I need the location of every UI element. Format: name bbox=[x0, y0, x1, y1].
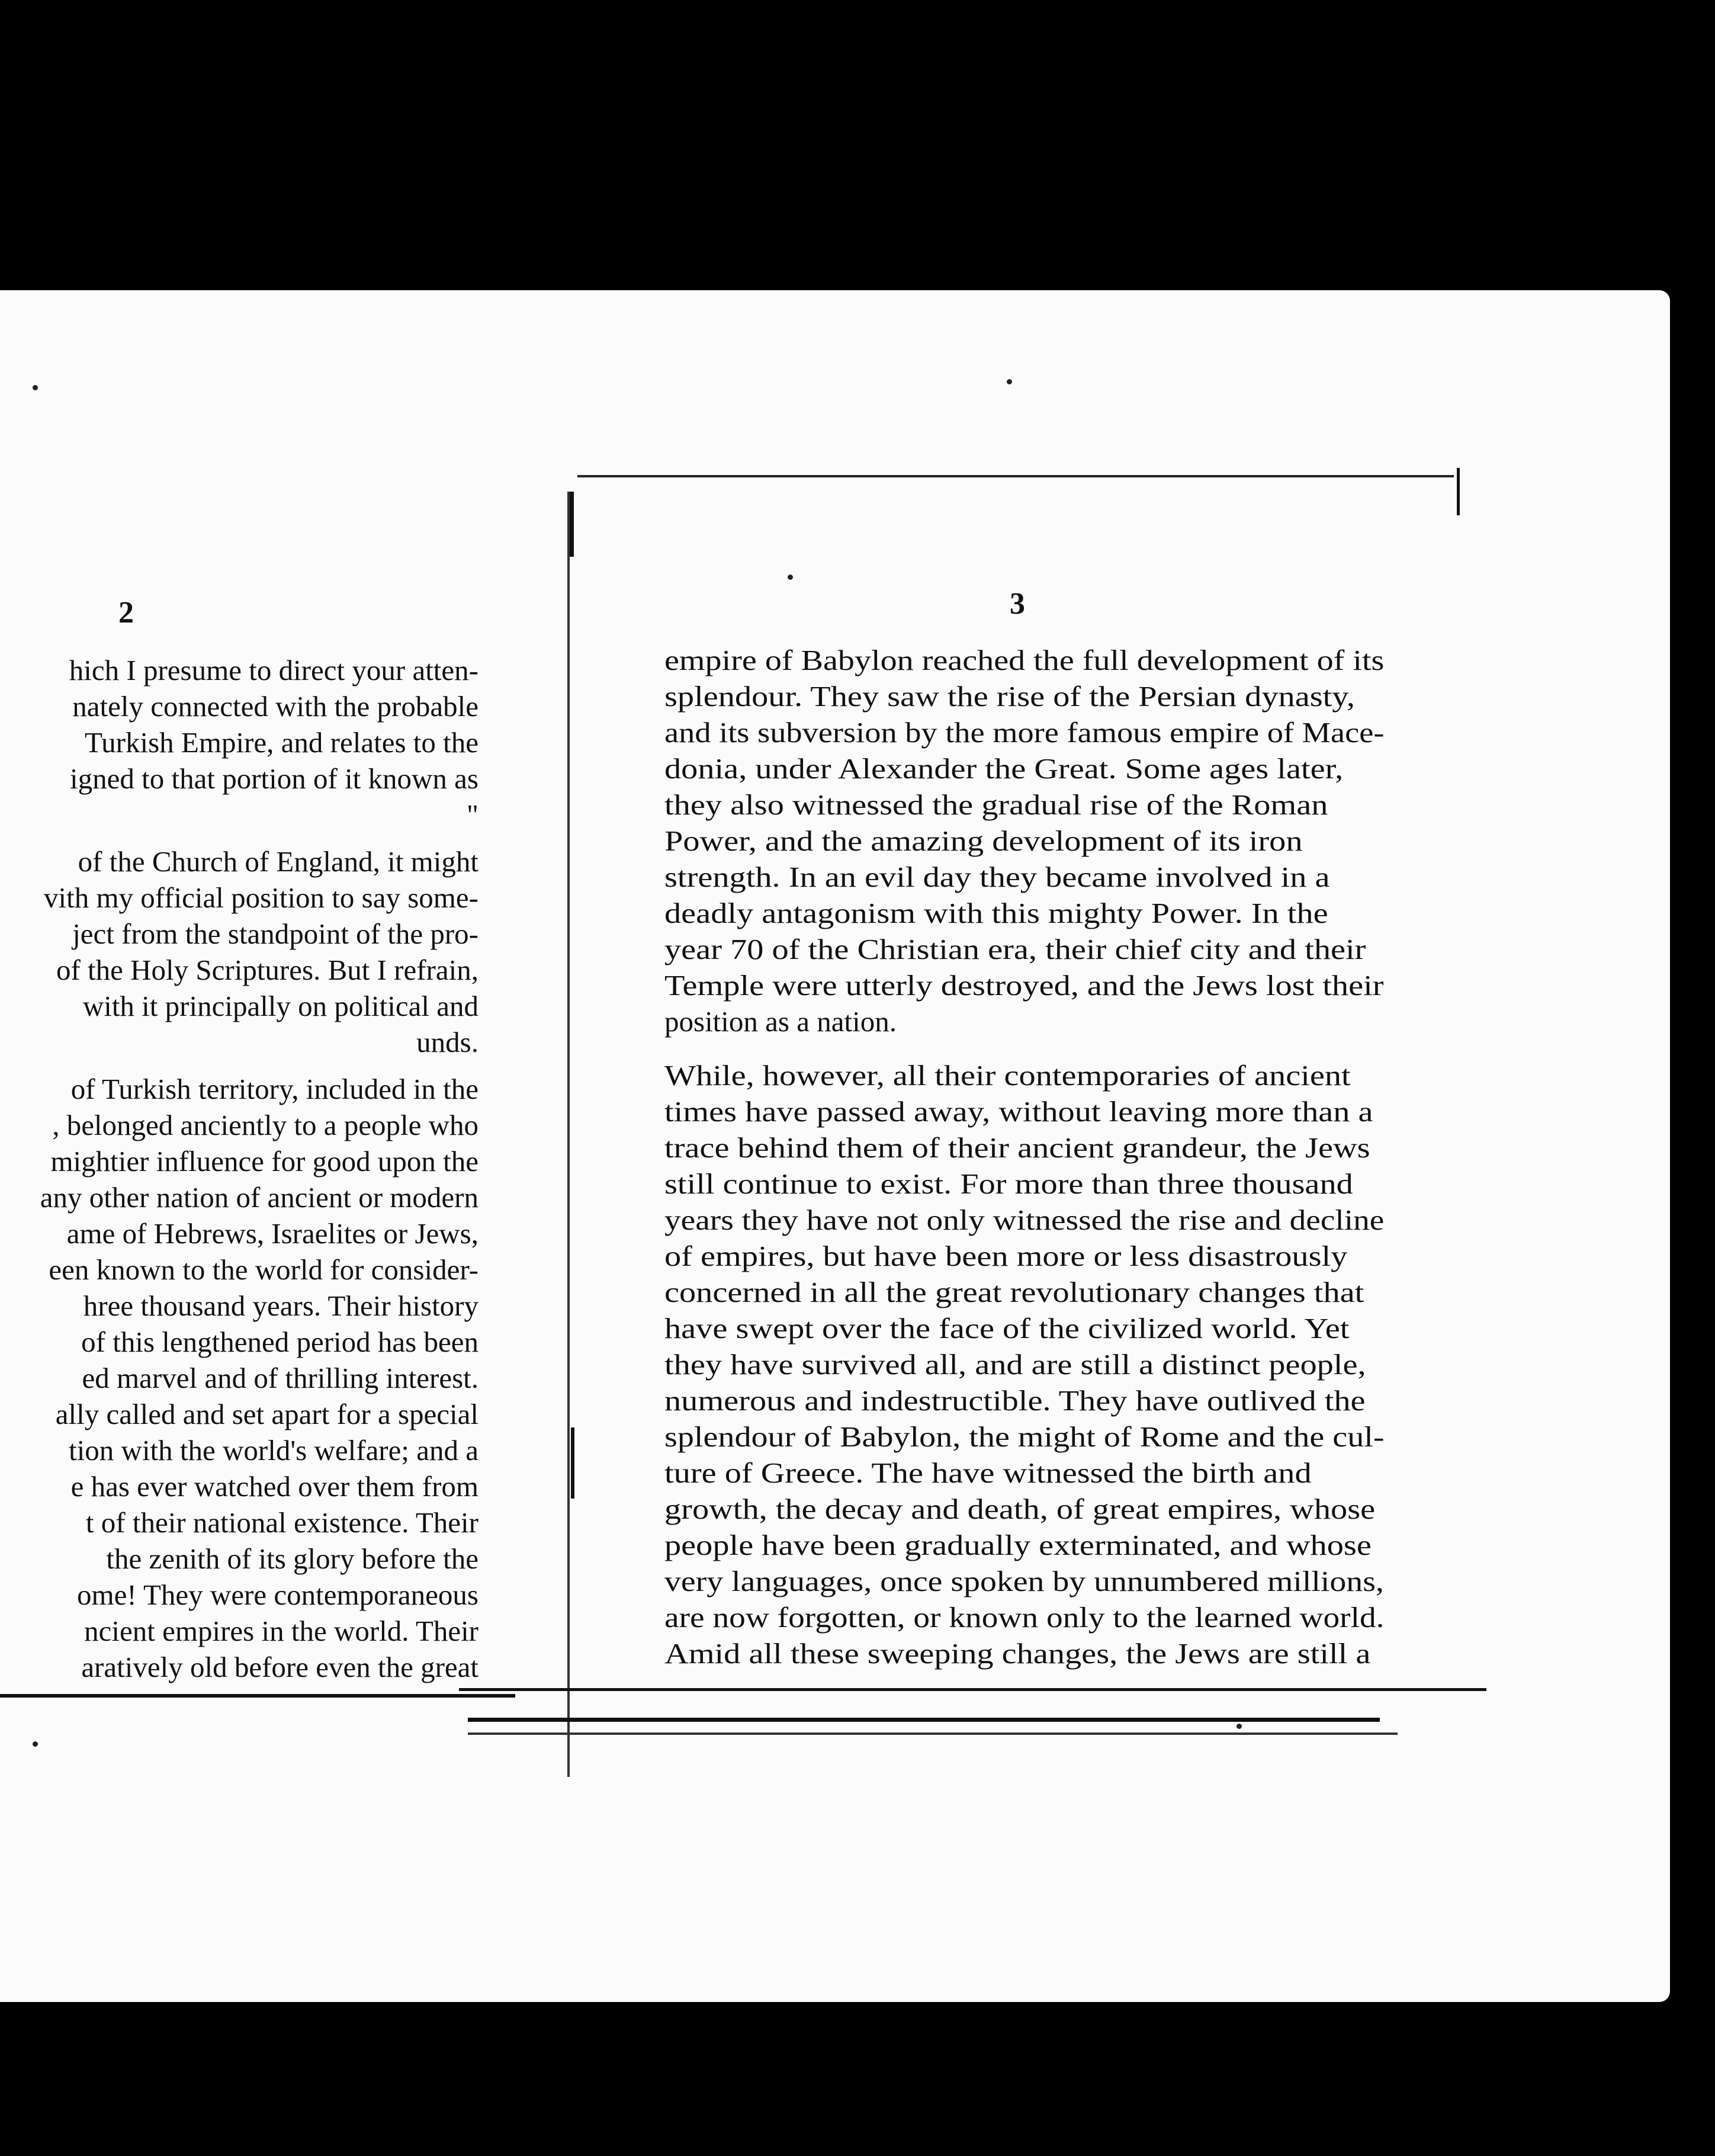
text-line: the zenith of its glory before the bbox=[106, 1542, 478, 1575]
text-line: of Turkish territory, included in the bbox=[70, 1073, 478, 1105]
text-line: ncient empires in the world. Their bbox=[84, 1615, 478, 1647]
page-top-edge bbox=[577, 475, 1454, 477]
text-line: " bbox=[466, 798, 478, 831]
page-bottom-edge bbox=[468, 1732, 1398, 1735]
text-line: e has ever watched over them from bbox=[70, 1470, 478, 1503]
text-line: t of their national existence. Their bbox=[85, 1506, 478, 1539]
text-line: still continue to exist. For more than three thousand bbox=[664, 1167, 1353, 1200]
scan-speck bbox=[33, 385, 38, 390]
text-line: aratively old before even the great bbox=[81, 1651, 478, 1683]
scan-speck bbox=[1237, 1724, 1242, 1729]
text-line: Turkish Empire, and relates to the bbox=[84, 726, 478, 759]
text-line: tion with the world's welfare; and a bbox=[69, 1434, 478, 1467]
text-line: ject from the standpoint of the pro- bbox=[72, 917, 478, 950]
text-line: While, however, all their contemporaries of ancient bbox=[664, 1059, 1351, 1092]
text-line: concerned in all the great revolutionary changes that bbox=[664, 1276, 1364, 1308]
text-line: donia, under Alexander the Great. Some ages later, bbox=[664, 752, 1344, 785]
text-line: they have survived all, and are still a distinct people, bbox=[664, 1348, 1366, 1381]
text-line: , belonged anciently to a people who bbox=[52, 1109, 478, 1141]
text-line: position as a nation. bbox=[664, 1005, 897, 1038]
text-line: years they have not only witnessed the rise and decline bbox=[664, 1204, 1385, 1236]
text-line: of the Holy Scriptures. But I refrain, bbox=[56, 954, 478, 986]
text-line: vith my official position to say some- bbox=[43, 881, 478, 914]
text-line: and its subversion by the more famous empire of Mace- bbox=[664, 716, 1385, 749]
scan-speck bbox=[1007, 379, 1012, 384]
text-line: times have passed away, without leaving more than a bbox=[664, 1095, 1373, 1128]
text-line: mightier influence for good upon the bbox=[50, 1145, 478, 1178]
text-line: empire of Babylon reached the full development of its bbox=[664, 644, 1385, 676]
text-line: ome! They were contemporaneous bbox=[76, 1578, 478, 1611]
text-line: year 70 of the Christian era, their chief city and their bbox=[664, 933, 1366, 965]
text-line: hich I presume to direct your atten- bbox=[69, 654, 478, 686]
page-corner-mark bbox=[1457, 468, 1460, 515]
page-edge-rule bbox=[0, 1694, 515, 1698]
text-line: hree thousand years. Their history bbox=[83, 1289, 478, 1322]
text-line: trace behind them of their ancient grandeur, the Jews bbox=[664, 1131, 1370, 1164]
text-line: Amid all these sweeping changes, the Jews are still a bbox=[664, 1637, 1371, 1670]
text-line: of the Church of England, it might bbox=[78, 845, 478, 878]
text-line: any other nation of ancient or modern bbox=[40, 1181, 478, 1214]
text-line: Temple were utterly destroyed, and the Jews lost their bbox=[664, 969, 1384, 1002]
page-bottom-edge bbox=[468, 1718, 1380, 1722]
text-line: strength. In an evil day they became involved in a bbox=[664, 861, 1330, 893]
scan-speck bbox=[788, 575, 793, 580]
text-line: ed marvel and of thrilling interest. bbox=[82, 1362, 478, 1394]
scanned-page-spread bbox=[0, 290, 1670, 2002]
text-line: people have been gradually exterminated, and whose bbox=[664, 1529, 1372, 1561]
text-line: they also witnessed the gradual rise of the Roman bbox=[664, 788, 1328, 821]
text-line: ame of Hebrews, Israelites or Jews, bbox=[66, 1217, 478, 1250]
text-line: of empires, but have been more or less disastrously bbox=[664, 1240, 1348, 1272]
gutter-line bbox=[571, 1427, 574, 1499]
text-line: very languages, once spoken by unnumbered millions, bbox=[664, 1565, 1384, 1597]
gutter-line bbox=[567, 492, 570, 1777]
page-number-left: 2 bbox=[118, 596, 135, 630]
scan-speck bbox=[33, 1741, 38, 1747]
text-line: ture of Greece. The have witnessed the birth and bbox=[664, 1456, 1312, 1489]
text-line: splendour. They saw the rise of the Persian dynasty, bbox=[664, 680, 1355, 713]
page-bottom-edge bbox=[459, 1688, 1486, 1691]
text-line: are now forgotten, or known only to the learned world. bbox=[664, 1601, 1385, 1634]
text-line: Power, and the amazing development of its iron bbox=[664, 824, 1303, 857]
text-line: of this lengthened period has been bbox=[81, 1326, 478, 1358]
text-line: deadly antagonism with this mighty Power. In the bbox=[664, 897, 1328, 929]
text-line: unds. bbox=[416, 1026, 478, 1058]
left-page bbox=[0, 290, 515, 2002]
text-line: have swept over the face of the civilized world. Yet bbox=[664, 1312, 1350, 1345]
gutter-line bbox=[570, 492, 574, 557]
text-line: igned to that portion of it known as bbox=[70, 762, 478, 795]
text-line: numerous and indestructible. They have outlived the bbox=[664, 1384, 1366, 1417]
text-line: een known to the world for consider- bbox=[49, 1253, 478, 1286]
text-line: splendour of Babylon, the might of Rome and the cul- bbox=[664, 1420, 1385, 1453]
page-number-right: 3 bbox=[1010, 587, 1026, 621]
text-line: growth, the decay and death, of great empires, whose bbox=[664, 1493, 1376, 1525]
text-line: nately connected with the probable bbox=[72, 690, 478, 723]
text-line: with it principally on political and bbox=[82, 990, 478, 1022]
text-line: ally called and set apart for a special bbox=[55, 1398, 478, 1430]
